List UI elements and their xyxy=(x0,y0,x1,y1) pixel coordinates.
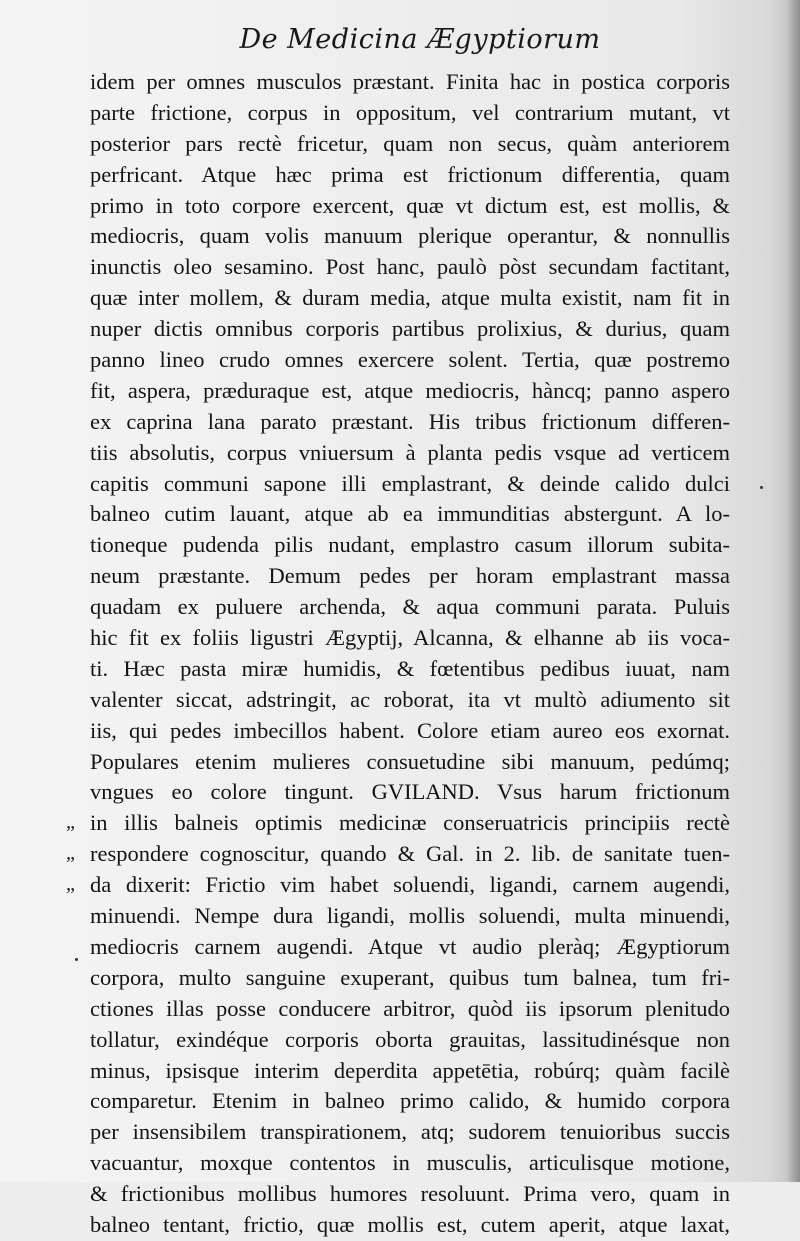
text-line: primo in toto corpore exercent, quæ vt dictum est, est mollis, & xyxy=(90,192,730,218)
text-line: Populares etenim mulieres consuetudine sibi manuum, pedúmq; xyxy=(90,748,730,774)
text-line: valenter siccat, adstringit, ac roborat, ita vt multò adiumento sit xyxy=(90,686,730,712)
text-line: & frictionibus mollibus humores resoluunt. Prima vero, quam in xyxy=(90,1181,730,1207)
text-line: neum præstante. Demum pedes per horam emplastrant massa xyxy=(90,563,730,589)
body-text xyxy=(90,67,730,1241)
text-line: nuper dictis omnibus corporis partibus prolixius, & durius, quam xyxy=(90,316,730,342)
text-line: balneo cutim lauant, atque ab ea immunditias abstergunt. A lo- xyxy=(90,501,730,527)
text-line: iis, qui pedes imbecillos habent. Colore etiam aureo eos exornat. xyxy=(90,717,730,743)
text-line: per insensibilem transpirationem, atq; sudorem tenuioribus succis xyxy=(90,1119,730,1145)
text-line: ti. Hæc pasta miræ humidis, & fœtentibus pedibus iuuat, nam xyxy=(90,655,730,681)
text-line: vngues eo colore tingunt. GVILAND. Vsus harum frictionum xyxy=(90,779,730,805)
text-line: hic fit ex foliis ligustri Ægyptij, Alcanna, & elhanne ab iis voca- xyxy=(90,625,730,651)
text-line: panno lineo crudo omnes exercere solent. Tertia, quæ postremo xyxy=(90,347,730,373)
margin-quote-mark: „ xyxy=(66,842,75,864)
text-line: comparetur. Etenim in balneo primo calido, & humido corpora xyxy=(90,1088,730,1114)
text-line: parte frictione, corpus in oppositum, vel contrarium mutant, vt xyxy=(90,99,730,125)
text-line: ex caprina lana parato præstant. His tribus frictionum differen- xyxy=(90,408,730,434)
text-line: mediocris carnem augendi. Atque vt audio pleràq; Ægyptiorum xyxy=(90,933,730,959)
text-line: inunctis oleo sesamino. Post hanc, paulò pòst secundam factitant, xyxy=(90,254,730,280)
text-line: in illis balneis optimis medicinæ conseruatricis principiis rectè xyxy=(90,810,730,836)
text-line: vacuantur, moxque contentos in musculis, articulisque motione, xyxy=(90,1150,730,1176)
ink-speck xyxy=(75,958,78,961)
margin-quote-mark: „ xyxy=(66,873,75,895)
page-gutter-shadow xyxy=(786,0,800,1182)
text-line: idem per omnes musculos præstant. Finita hac in postica corporis xyxy=(90,69,730,94)
running-title: De Medicina Ægyptiorum xyxy=(239,24,601,55)
text-line: minuendi. Nempe dura ligandi, mollis soluendi, multa minuendi, xyxy=(90,903,730,929)
text-line: tiis absolutis, corpus vniuersum à planta pedis vsque ad verticem xyxy=(90,439,730,465)
text-line: minus, ipsisque interim deperdita appetētia, robúrq; quàm facilè xyxy=(90,1057,730,1083)
text-line: da dixerit: Frictio vim habet soluendi, ligandi, carnem augendi, xyxy=(90,872,730,898)
text-line: ctiones illas posse conducere arbitror, quòd iis ipsorum plenitudo xyxy=(90,995,730,1021)
text-line: mediocris, quam volis manuum plerique operantur, & nonnullis xyxy=(90,223,730,249)
text-line: quadam ex puluere archenda, & aqua communi parata. Puluis xyxy=(90,594,730,620)
page-header xyxy=(0,24,800,55)
margin-quote-mark: „ xyxy=(66,811,75,833)
text-line: fit, aspera, præduraque est, atque mediocris, hàncq; panno aspero xyxy=(90,377,730,403)
text-line: respondere cognoscitur, quando & Gal. in 2. lib. de sanitate tuen- xyxy=(90,841,730,867)
text-line: corpora, multo sanguine exuperant, quibus tum balnea, tum fri- xyxy=(90,964,730,990)
text-line: balneo tentant, frictio, quæ mollis est, cutem aperit, atque laxat, xyxy=(90,1211,730,1237)
text-line: capitis communi sapone illi emplastrant, & deinde calido dulci xyxy=(90,470,730,496)
ink-speck xyxy=(760,486,763,489)
text-line: tollatur, exindéque corporis oborta grauitas, lassitudinésque non xyxy=(90,1026,730,1052)
text-line: perfricant. Atque hæc prima est frictionum differentia, quam xyxy=(90,161,730,187)
text-line: quæ inter mollem, & duram media, atque multa existit, nam fit in xyxy=(90,285,730,311)
text-line: posterior pars rectè fricetur, quam non secus, quàm anteriorem xyxy=(90,130,730,156)
text-line: tioneque pudenda pilis nudant, emplastro casum illorum subita- xyxy=(90,532,730,558)
